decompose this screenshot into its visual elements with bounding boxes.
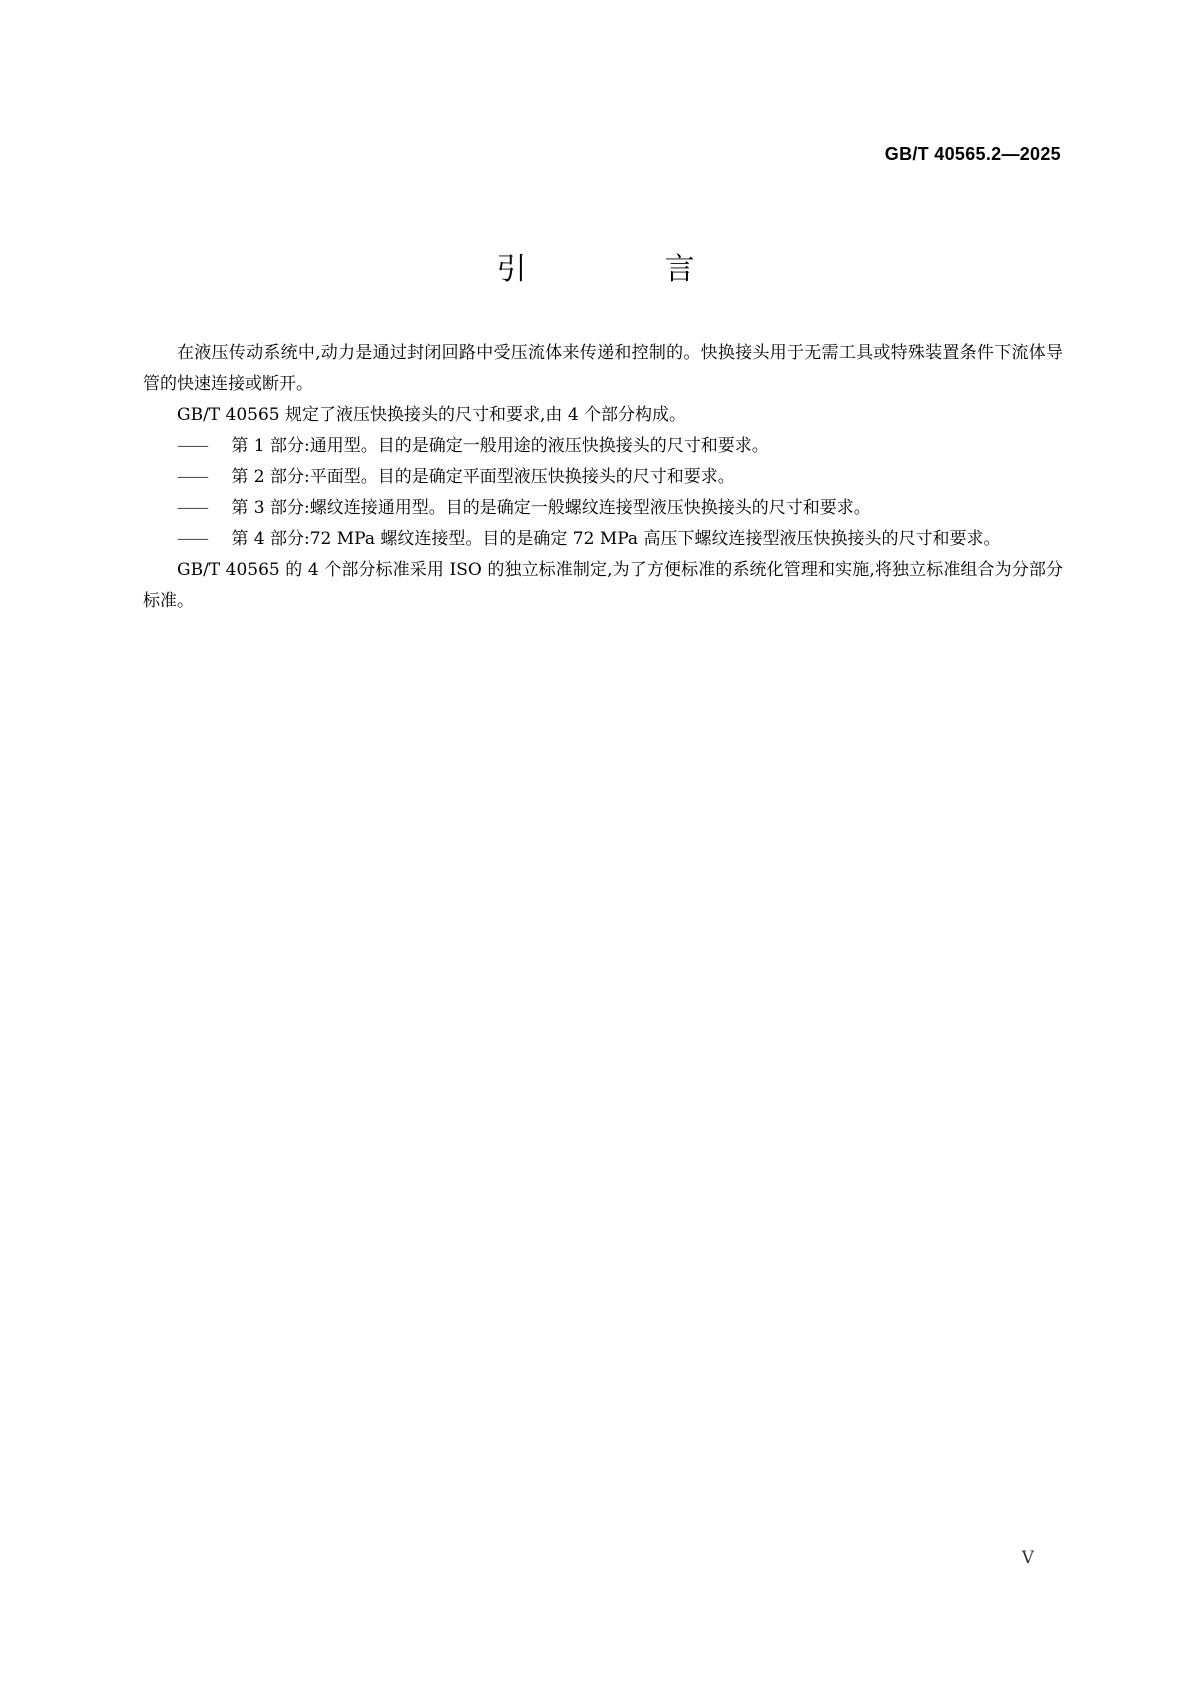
page-title: 引 言 — [496, 252, 749, 287]
dash-marker: —— — [177, 436, 207, 456]
list-item-text: 第 1 部分:通用型。目的是确定一般用途的液压快换接头的尺寸和要求。 — [231, 436, 769, 456]
list-item-text: 第 3 部分:螺纹连接通用型。目的是确定一般螺纹连接型液压快换接头的尺寸和要求。 — [231, 498, 871, 518]
list-item — [143, 431, 1063, 462]
closing-paragraph: GB/T 40565 的 4 个部分标准采用 ISO 的独立标准制定,为了方便标准的系统化管理和实施,将独立标准组合为分部分标准。 — [143, 560, 1063, 611]
intro-paragraph-1: 在液压传动系统中,动力是通过封闭回路中受压流体来传递和控制的。快换接头用于无需工具或特殊装置条件下流体导管的快速连接或断开。 — [143, 343, 1063, 394]
intro-paragraph-2: GB/T 40565 规定了液压快换接头的尺寸和要求,由 4 个部分构成。 — [177, 405, 687, 425]
standard-number: GB/T 40565.2—2025 — [884, 144, 1061, 164]
dash-marker: —— — [177, 529, 207, 549]
list-item — [143, 493, 1063, 524]
dash-marker: —— — [177, 498, 207, 518]
list-item-text: 第 2 部分:平面型。目的是确定平面型液压快换接头的尺寸和要求。 — [231, 467, 735, 487]
page-number: V — [1021, 1548, 1034, 1568]
parts-list — [143, 431, 1063, 555]
list-item-text: 第 4 部分:72 MPa 螺纹连接型。目的是确定 72 MPa 高压下螺纹连接型液压快换接头的尺寸和要求。 — [231, 529, 1001, 549]
list-item — [143, 524, 1063, 555]
document-body — [143, 338, 1063, 617]
list-item — [143, 462, 1063, 493]
dash-marker: —— — [177, 467, 207, 487]
